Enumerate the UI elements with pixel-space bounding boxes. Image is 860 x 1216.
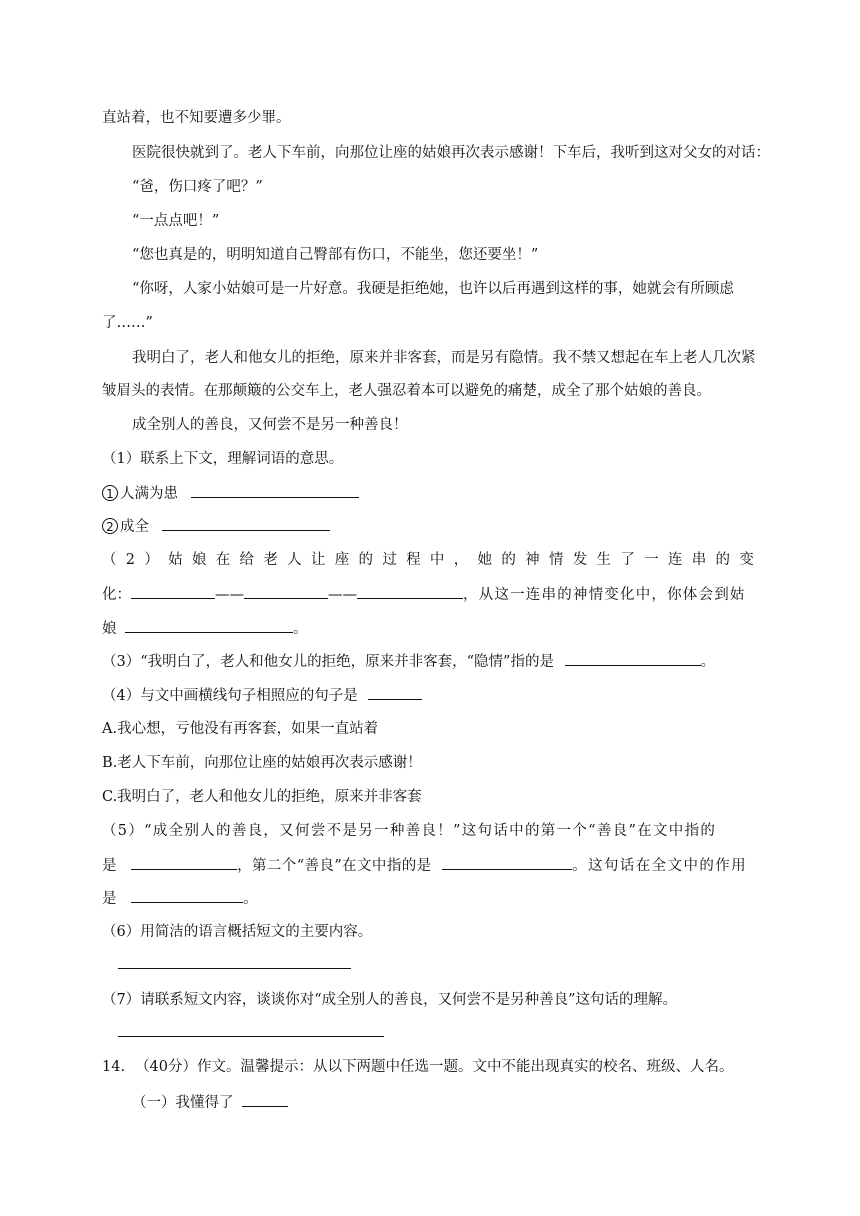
answer-blank[interactable] [244, 584, 328, 599]
story-paragraph-3: 成全别人的善良，又何尝不是另一种善良！ [132, 417, 408, 433]
question-4-option-a[interactable]: A.我心想，亏他没有再客套，如果一直站着 [102, 721, 379, 737]
story-paragraph-2b: 皱眉头的表情。在那颠簸的公交车上，老人强忍着本可以避免的痛楚，成全了那个姑娘的善良。 [102, 383, 711, 399]
dialogue-line-4b: 了……” [102, 315, 153, 331]
question-1-item-1: 1 人满为患 [102, 483, 359, 504]
answer-blank[interactable] [131, 855, 237, 870]
story-paragraph-2a: 我明白了，老人和他女儿的拒绝，原来并非客套，而是另有隐情。我不禁又想起在车上老人几次紧 [132, 350, 756, 366]
question-7-answer-line[interactable] [118, 1036, 384, 1037]
question-7-prompt: （7）请联系短文内容，谈谈你对“成全别人的善良，又何尝不是另种善良”这句话的理解。 [102, 992, 678, 1008]
dialogue-line-2: “一点点吧！” [132, 213, 220, 229]
question-4-prompt: （4）与文中画横线句子相照应的句子是 [102, 685, 422, 706]
answer-blank[interactable] [125, 618, 293, 633]
question-3: （3）“我明白了，老人和他女儿的拒绝，原来并非客套，“隐情”指的是 。 [102, 651, 715, 672]
question-14: 14. （40分）作文。温馨提示：从以下两题中任选一题。文中不能出现真实的校名、班级、人名。 [102, 1059, 734, 1075]
answer-blank[interactable] [357, 584, 463, 599]
question-1-item-2: 2 成全 [102, 516, 330, 537]
essay-option-1: （一）我懂得了 [132, 1092, 288, 1113]
answer-blank[interactable] [191, 483, 359, 498]
question-2-line-1: （2）姑娘在给老人让座的过程中，她的神情发生了一连串的变 [102, 552, 764, 568]
answer-blank[interactable] [565, 651, 701, 666]
question-2-line-2: 化： —— —— ，从这一连串的神情变化中，你体会到姑 [102, 584, 746, 605]
question-6-answer-line[interactable] [118, 968, 351, 969]
question-2-line-3: 娘 。 [102, 618, 308, 639]
dialogue-line-1: “爸，伤口疼了吧？” [132, 179, 263, 195]
question-1-prompt: （1）联系上下文，理解词语的意思。 [102, 451, 344, 467]
question-4-option-b[interactable]: B.老人下车前，向那位让座的姑娘再次表示感谢！ [102, 755, 422, 771]
answer-blank[interactable] [242, 1092, 288, 1107]
question-6-prompt: （6）用简洁的语言概括短文的主要内容。 [102, 924, 373, 940]
question-5-line-3: 是 。 [102, 888, 258, 909]
circled-number-1: 1 [102, 485, 118, 501]
answer-blank[interactable] [131, 584, 215, 599]
answer-blank[interactable] [442, 855, 572, 870]
answer-blank[interactable] [368, 685, 422, 700]
answer-blank[interactable] [162, 516, 330, 531]
question-4-option-c[interactable]: C.我明白了，老人和他女儿的拒绝，原来并非客套 [102, 789, 422, 805]
story-paragraph-1: 医院很快就到了。老人下车前，向那位让座的姑娘再次表示感谢！下车后，我听到这对父女的对话： [132, 145, 770, 161]
question-5-line-1: （5）“成全别人的善良，又何尝不是另一种善良！”这句话中的第一个“善良”在文中指的 [102, 823, 717, 839]
story-line-0: 直站着，也不知要遭多少罪。 [102, 110, 291, 126]
dialogue-line-3: “您也真是的，明明知道自己臀部有伤口，不能坐，您还要坐！” [132, 247, 539, 263]
answer-blank[interactable] [131, 888, 243, 903]
question-5-line-2: 是 ，第二个“善良”在文中指的是 。这句话在全文中的作用 [102, 855, 747, 876]
dialogue-line-4a: “你呀，人家小姑娘可是一片好意。我硬是拒绝她，也许以后再遇到这样的事，她就会有所顾虑 [132, 281, 734, 297]
circled-number-2: 2 [102, 518, 118, 534]
